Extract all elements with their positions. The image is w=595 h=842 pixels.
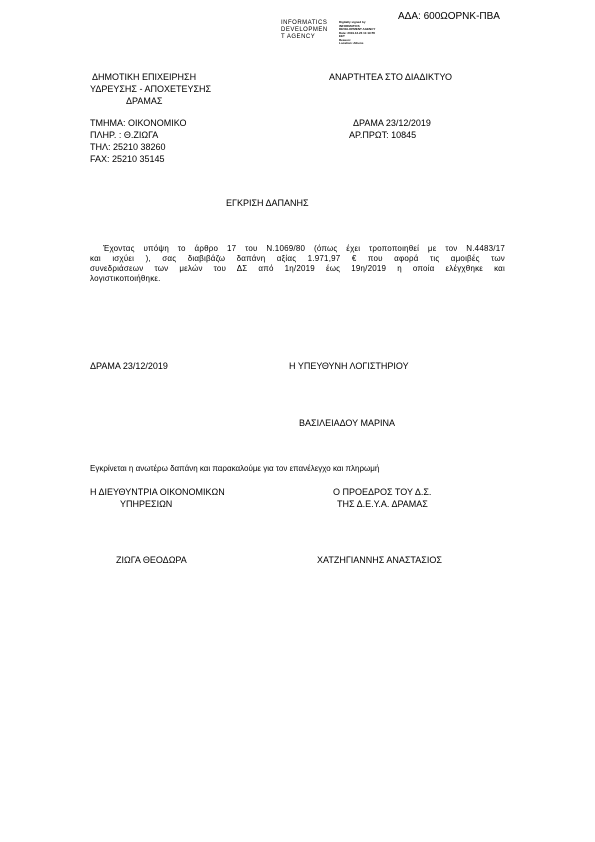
- director-role-1: Η ΔΙΕΥΘΥΝΤΡΙΑ ΟΙΚΟΝΟΜΙΚΩΝ: [90, 487, 225, 497]
- body-line: και ισχύει ), σας διαβιβάζω δαπάνη αξίας 1.971,97 € που αφορά τις αμοιβές των: [90, 254, 505, 263]
- ada-number: ΑΔΑ: 600ΩΟΡΝΚ-ΠΒΑ: [398, 11, 500, 22]
- stamp-left-line: DEVELOPMEN: [281, 27, 328, 33]
- document-title: ΕΓΚΡΙΣΗ ΔΑΠΑΝΗΣ: [226, 198, 309, 208]
- sign-date: ΔΡΑΜΑ 23/12/2019: [90, 361, 168, 371]
- telephone: ΤΗΛ: 25210 38260: [90, 142, 166, 152]
- body-paragraph: [90, 244, 505, 284]
- director-name: ΖΙΩΓΑ ΘΕΟΔΩΡΑ: [116, 555, 187, 565]
- department: ΤΜΗΜΑ: ΟΙΚΟΝΟΜΙΚΟ: [90, 118, 187, 128]
- org-line-3: ΔΡΑΜΑΣ: [126, 96, 163, 106]
- place-date: ΔΡΑΜΑ 23/12/2019: [353, 118, 431, 128]
- stamp-right-line: Location: Athens: [339, 41, 364, 45]
- body-line: συνεδριάσεων των μελών του ΔΣ από 1η/2019 έως 19η/2019 η οποία ελέγχθηκε και: [90, 264, 505, 273]
- stamp-right-line: INFORMATICS: [339, 23, 360, 28]
- body-line: λογιστικοποιήθηκε.: [90, 274, 161, 283]
- publish-note: ΑΝΑΡΤΗΤΕΑ ΣΤΟ ΔΙΑΔΙΚΤΥΟ: [329, 72, 452, 82]
- approval-text: Εγκρίνεται η ανωτέρω δαπάνη και παρακαλούμε για τον επανέλεγχο και πληρωμή: [90, 464, 380, 473]
- org-line-2: ΥΔΡΕΥΣΗΣ - ΑΠΟΧΕΤΕΥΣΗΣ: [90, 84, 212, 94]
- stamp-left-line: T AGENCY: [281, 34, 316, 40]
- stamp-right-line: Reason:: [339, 37, 351, 42]
- stamp-right-line: EET: [339, 34, 345, 38]
- info-person: ΠΛΗΡ. : Θ.ΖΙΩΓΑ: [90, 130, 159, 140]
- org-line-1: ΔΗΜΟΤΙΚΗ ΕΠΙΧΕΙΡΗΣΗ: [92, 72, 197, 82]
- stamp-right-line: Digitally signed by: [339, 20, 366, 24]
- fax: FAX: 25210 35145: [90, 154, 165, 164]
- president-name: ΧΑΤΖΗΓΙΑΝΝΗΣ ΑΝΑΣΤΑΣΙΟΣ: [317, 555, 442, 565]
- accountant-name: ΒΑΣΙΛΕΙΑΔΟΥ ΜΑΡΙΝΑ: [299, 418, 395, 428]
- stamp-right-line: DEVELOPMENT AGENCY: [339, 27, 376, 31]
- stamp-right-text: [339, 21, 389, 46]
- director-role-2: ΥΠΗΡΕΣΙΩΝ: [120, 499, 173, 509]
- president-role-2: ΤΗΣ Δ.Ε.Υ.Α. ΔΡΑΜΑΣ: [337, 499, 428, 509]
- stamp-left-line: INFORMATICS: [281, 20, 328, 26]
- accountant-role: Η ΥΠΕΥΘΥΝΗ ΛΟΓΙΣΤΗΡΙΟΥ: [289, 361, 409, 371]
- stamp-left-text: [281, 20, 337, 41]
- president-role-1: Ο ΠΡΟΕΔΡΟΣ ΤΟΥ Δ.Σ.: [333, 487, 432, 497]
- stamp-right-line: Date: 2019.12.23 11:19:55: [339, 30, 376, 35]
- protocol-number: ΑΡ.ΠΡΩΤ: 10845: [349, 130, 417, 140]
- body-line: Έχοντας υπόψη το άρθρο 17 του Ν.1069/80 (όπως έχει τροποποιηθεί με τον Ν.4483/17: [103, 244, 505, 253]
